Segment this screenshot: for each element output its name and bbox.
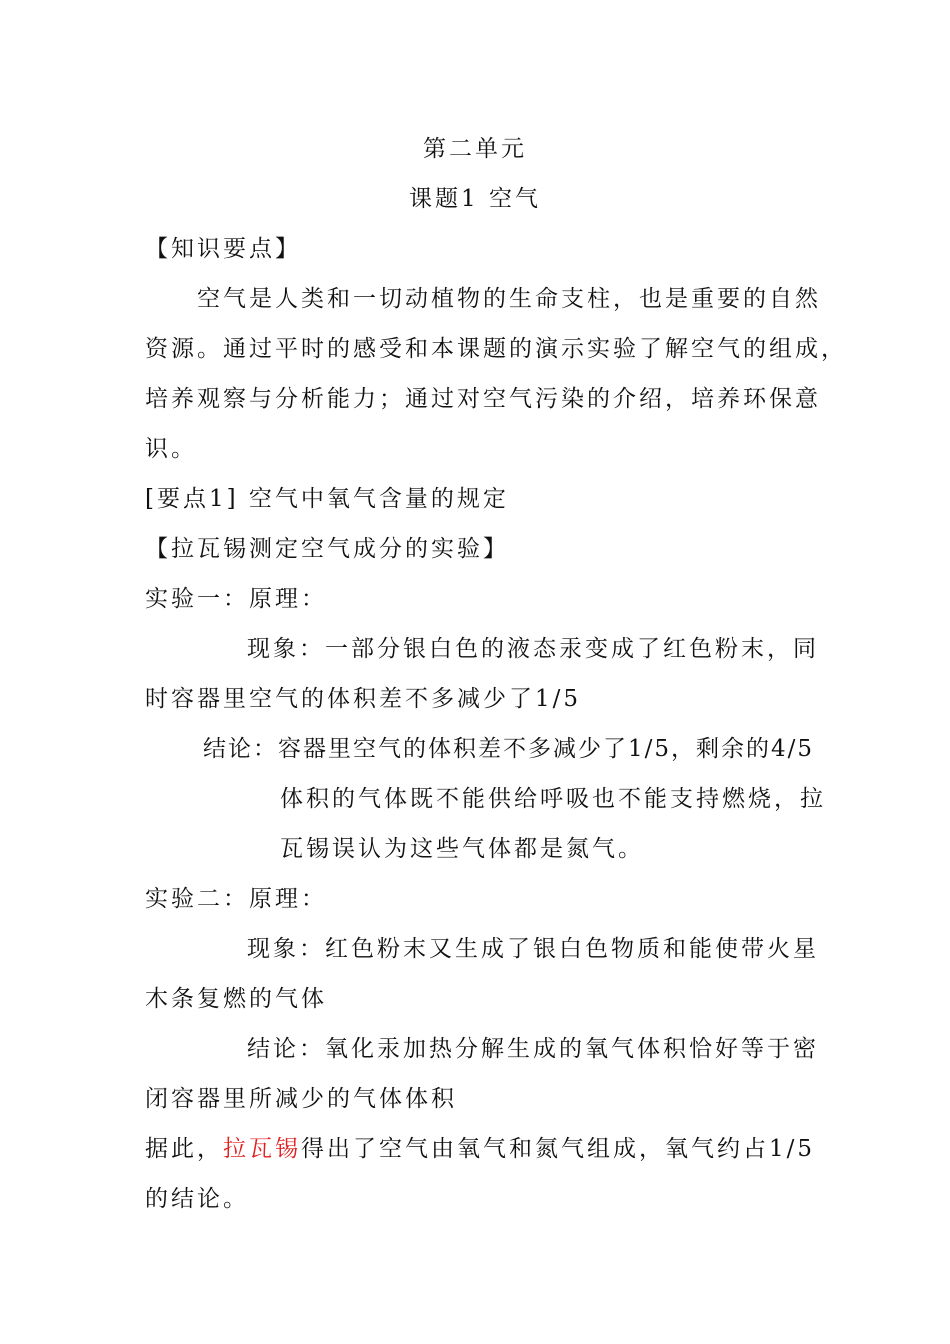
intro-line-2: 资源。通过平时的感受和本课题的演示实验了解空气的组成，: [145, 336, 847, 362]
summary-line-1: [145, 1134, 815, 1164]
intro-line-4: 识。: [145, 436, 197, 462]
intro-line-3: 培养观察与分析能力；通过对空气污染的介绍，培养环保意: [145, 386, 821, 412]
experiment-1-phenomenon-line-2: 时容器里空气的体积差不多减少了1/5: [145, 686, 582, 712]
knowledge-heading: 【知识要点】: [145, 236, 301, 262]
experiment-1-phenomenon-line-1: 现象：一部分银白色的液态汞变成了红色粉末，同: [247, 636, 819, 662]
summary-prefix: 据此，: [145, 1136, 223, 1162]
experiment-2-phenomenon-line-1: 现象：红色粉末又生成了银白色物质和能使带火星: [247, 936, 819, 962]
experiment-1-conclusion-line-3: 瓦锡误认为这些气体都是氮气。: [280, 836, 644, 862]
lesson-title: 课题1 空气: [409, 186, 541, 212]
point-1-heading: [要点1] 空气中氧气含量的规定: [145, 486, 509, 512]
summary-line-2: 的结论。: [145, 1186, 249, 1212]
unit-title: 第二单元: [423, 136, 527, 162]
lavoisier-heading: 【拉瓦锡测定空气成分的实验】: [145, 536, 509, 562]
summary-suffix: 得出了空气由氧气和氮气组成，氧气约占1/5: [301, 1136, 816, 1162]
experiment-2-conclusion-line-1: 结论：氧化汞加热分解生成的氧气体积恰好等于密: [247, 1036, 819, 1062]
experiment-2-principle: 实验二：原理：: [145, 886, 327, 912]
experiment-2-phenomenon-line-2: 木条复燃的气体: [145, 986, 327, 1012]
experiment-1-conclusion-line-1: 结论：容器里空气的体积差不多减少了1/5，剩余的4/5: [203, 736, 815, 762]
experiment-2-conclusion-line-2: 闭容器里所减少的气体体积: [145, 1086, 457, 1112]
intro-line-1: 空气是人类和一切动植物的生命支柱，也是重要的自然: [197, 286, 821, 312]
experiment-1-principle: 实验一：原理：: [145, 586, 327, 612]
experiment-1-conclusion-line-2: 体积的气体既不能供给呼吸也不能支持燃烧，拉: [280, 786, 826, 812]
summary-highlight-lavoisier: 拉瓦锡: [223, 1136, 301, 1162]
